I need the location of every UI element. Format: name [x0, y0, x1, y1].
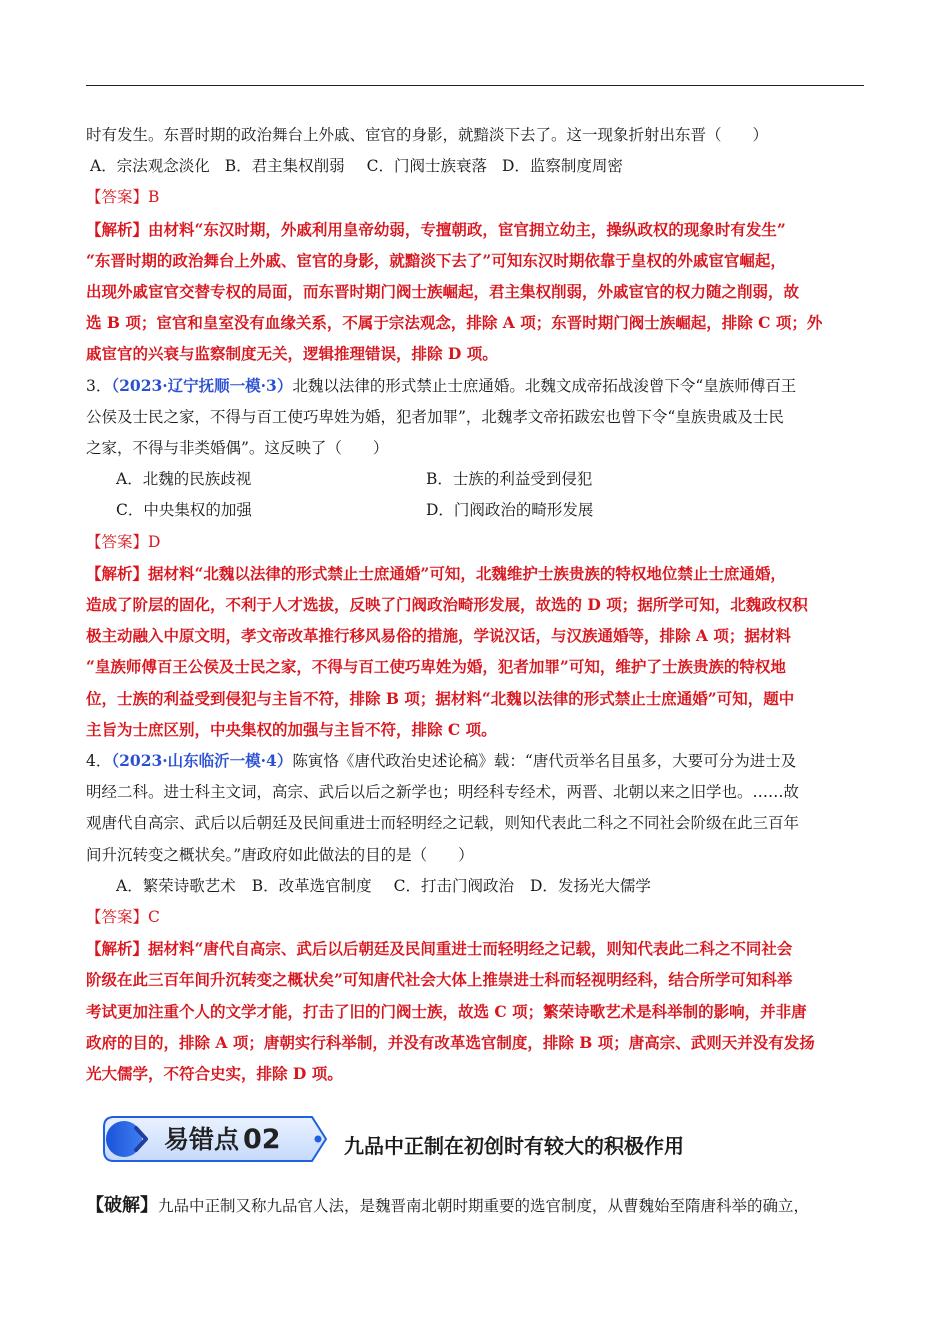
q3-answer: 【答案】D [86, 532, 161, 551]
q3-option-c: C．中央集权的加强 [116, 501, 252, 520]
q3-source: （2023·辽宁抚顺一模·3） [111, 375, 293, 395]
q2-analysis [86, 214, 864, 370]
q4-option-d: D．发扬光大儒学 [529, 876, 651, 895]
q2-analysis-line: 选 B 项；宦官和皇室没有血缘关系，不属于宗法观念，排除 A 项；东晋时期门阀士族崛起，排除 C 项；外 [86, 313, 823, 333]
q4-stem-line [86, 745, 864, 777]
q4-option-c: C．打击门阀政治 [393, 876, 514, 895]
q4-analysis [86, 933, 864, 1089]
q3-option-d: D．门阀政治的畸形发展 [426, 501, 594, 520]
q3-options-row [86, 495, 864, 526]
pojie-label: 【破解】 [86, 1195, 158, 1216]
document-body [86, 120, 864, 1089]
q2-analysis-line: 【解析】由材料“东汉时期，外戚利用皇帝幼弱，专擅朝政，宦官拥立幼主，操纵政权的现象时有发生” [86, 219, 786, 239]
q2-answer: 【答案】B [86, 188, 160, 207]
q4-option-b: B．改革选官制度 [251, 876, 372, 895]
q4-analysis-line: 阶级在此三百年间升沉转变之概状矣”可知唐代社会大体上推崇进士科而轻视明经科，结合所学可知科举 [86, 970, 793, 990]
q4-option-a: A．繁荣诗歌艺术 [116, 876, 236, 895]
banner-badge-number: 02 [243, 1124, 281, 1155]
q3-stem-text: 北魏以法律的形式禁止士庶通婚。北魏文成帝拓战浚曾下令“皇族师傅百王 [292, 376, 797, 395]
q3-analysis [86, 558, 864, 745]
q4-analysis-line: 考试更加注重个人的文学才能，打击了旧的门阀士族，故选 C 项；繁荣诗歌艺术是科举制的影响，并非唐 [86, 1001, 807, 1021]
q2-option-a: A．宗法观念淡化 [90, 157, 210, 176]
section-title: 九品中正制在初创时有较大的积极作用 [344, 1134, 684, 1158]
q2-options [86, 151, 864, 182]
svg-text:易错点02 [164, 1124, 281, 1155]
q3-stem-line [86, 370, 864, 402]
q3-analysis-line: 位，士族的利益受到侵犯与主旨不符，排除 B 项；据材料“北魏以法律的形式禁止士庶通婚”可知，题中 [86, 688, 795, 708]
q3-number: 3． [86, 376, 112, 395]
q2-analysis-line: 戚宦官的兴衰与监察制度无关，逻辑推理错误，排除 D 项。 [86, 344, 498, 364]
q3-analysis-line: 造成了阶层的固化，不利于人才选拔，反映了门阀政治畸形发展，故选的 D 项；据所学可知，北魏政权积 [86, 595, 808, 615]
q4-analysis-line: 光大儒学，不符合史实，排除 D 项。 [86, 1064, 343, 1084]
header-rule [86, 85, 864, 86]
q2-option-c: C．门阀士族衰落 [366, 157, 487, 176]
q4-stem-line: 间升沉转变之概状矣。”唐政府如此做法的目的是（ ） [86, 845, 474, 864]
q2-stem-tail: 时有发生。东晋时期的政治舞台上外戚、宦官的身影，就黯淡下去了。这一现象折射出东晋（ ） [86, 126, 769, 144]
q4-analysis-line: 政府的目的，排除 A 项；唐朝实行科举制，并没有改革选官制度，排除 B 项；唐高宗、武则天并没有发扬 [86, 1032, 815, 1052]
q2-analysis-line: “东晋时期的政治舞台上外戚、宦官的身影，就黯淡下去了”可知东汉时期依靠于皇权的外戚宦官崛起， [86, 250, 786, 270]
q3-analysis-line: 主旨为士庶区别，中央集权的加强与主旨不符，排除 C 项。 [86, 719, 497, 739]
q3-analysis-line: “皇族师傅百王公侯及士民之家，不得与百工使巧卑姓为婚，犯者加罪”可知，维护了士族贵族的特权地 [86, 657, 786, 677]
q3-stem-line: 公侯及士民之家，不得与百工使巧卑姓为婚，犯者加罪”，北魏孝文帝拓跋宏也曾下令“皇族贵戚及士民 [86, 407, 784, 426]
q4-stem-text: 陈寅恪《唐代政治史述论稿》载：“唐代贡举名目虽多，大要可分为进士及 [292, 752, 797, 771]
q4-source: （2023·山东临沂一模·4） [111, 751, 293, 771]
q3-analysis-line: 【解析】据材料“北魏以法律的形式禁止士庶通婚”可知，北魏维护士族贵族的特权地位禁止士庶通婚， [86, 563, 786, 583]
q4-stem-line: 观唐代自高宗、武后以后朝廷及民间重进士而轻明经之记载，则知代表此二科之不同社会阶级在此三百年 [86, 814, 800, 833]
pojie-text: 九品中正制又称九品官人法，是魏晋南北朝时期重要的选官制度，从曹魏始至隋唐科举的确立， [158, 1197, 810, 1215]
q3-option-a: A．北魏的民族歧视 [116, 470, 252, 489]
banner-badge-text: 易错点 [164, 1125, 240, 1154]
q2-option-d: D．监察制度周密 [501, 157, 623, 176]
q2-analysis-line: 出现外戚宦官交替专权的局面，而东晋时期门阀士族崛起，君主集权削弱，外戚宦官的权力随之削弱，故 [86, 282, 800, 302]
q2-option-b: B．君主集权削弱 [224, 157, 345, 176]
q3-options-row [86, 464, 864, 495]
q4-options [86, 871, 864, 902]
q3-option-b: B．士族的利益受到侵犯 [426, 470, 593, 489]
q3-analysis-line: 极主动融入中原文明，孝文帝改革推行移风易俗的措施，学说汉话，与汉族通婚等，排除 A 项；据材料 [86, 626, 791, 646]
q4-stem-line: 明经二科。进士科主文词，高宗、武后以后之新学也；明经科专经术，两晋、北朝以来之旧学也。……故 [86, 783, 800, 802]
q4-number: 4． [86, 752, 112, 771]
q3-stem-line: 之家，不得与非类婚偶”。这反映了（ ） [86, 439, 389, 458]
pojie-paragraph [86, 1190, 886, 1222]
q4-analysis-line: 【解析】据材料“唐代自高宗、武后以后朝廷及民间重进士而轻明经之记载，则知代表此二科之不同社会 [86, 939, 793, 959]
q4-answer: 【答案】C [86, 908, 160, 927]
